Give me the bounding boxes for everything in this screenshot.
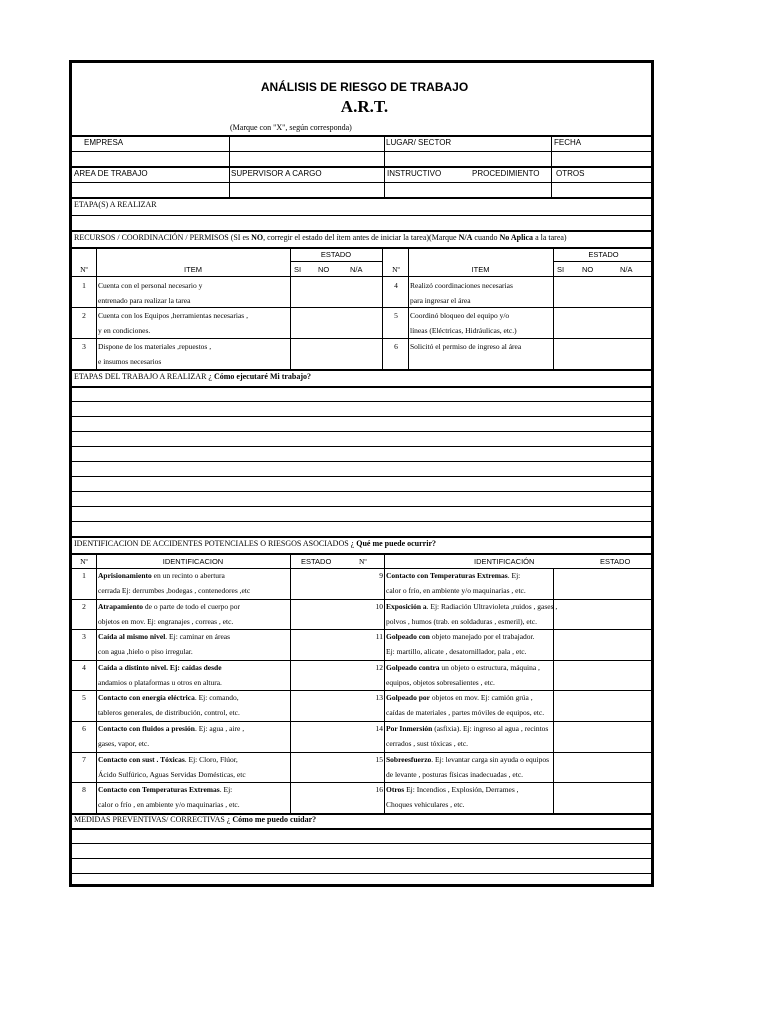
estado-header-left: ESTADO [320, 250, 352, 259]
recursos-col-item2: ITEM [471, 265, 490, 274]
lugar-label: LUGAR/ SECTOR [386, 138, 452, 147]
riesgo-text-line2: caídas de materiales , partes móviles de equipos, etc. [386, 708, 545, 718]
form-note: (Marque con "X", según corresponda) [230, 123, 352, 132]
recursos-col-no2: NO [582, 265, 594, 274]
riesgo-number: 10 [375, 601, 383, 611]
riesgo-text: Contacto con Temperaturas Extremas. Ej: [98, 785, 233, 795]
empresa-label: EMPRESA [84, 138, 124, 147]
riesgo-number: 7 [82, 754, 86, 764]
riesgo-text-line2: gases, vapor, etc. [98, 739, 150, 748]
riesgo-text-line2: Ej: martillo, alicate , desatornillador, pala , etc. [386, 647, 527, 657]
riesgo-text: Aprisionamiento en un recinto o abertura [98, 571, 225, 580]
riesgo-text: Caída al mismo nivel. Ej: caminar en áreas [98, 632, 231, 642]
riesgo-text-line2: Ácido Sulfúrico, Aguas Servidas Domésticas, etc [98, 769, 246, 779]
riesgo-text: Contacto con energía eléctrica. Ej: comando, [98, 693, 239, 703]
riesgo-text-line2: calor o frío , en ambiente y/o maquinarias , etc. [98, 800, 240, 810]
riesgo-text: Golpeado con objeto manejado por el trabajador. [386, 632, 535, 642]
riesgo-text: Exposición a. Ej: Radiación Ultravioleta ,ruidos , gases , [386, 601, 558, 611]
riesgo-text-line2: de levante , posturas físicas inadecuadas , etc. [386, 769, 524, 779]
form-subtitle: A.R.T. [340, 97, 389, 116]
riesgo-number: 5 [82, 693, 86, 703]
riesgo-text: Caída a distinto nivel. Ej: caídas desde [98, 662, 222, 672]
etapas-trabajo-label: ETAPAS DEL TRABAJO A REALIZAR ¿ Cómo ejecutaré Mi trabajo? [74, 372, 312, 381]
riesgo-text-line2: polvos , humos (trab. en soldaduras , esmeril), etc. [386, 616, 538, 626]
riesgo-text-line2: calor o frío, en ambiente y/o maquinarias , etc. [386, 586, 526, 595]
riesgo-number: 9 [379, 571, 383, 580]
riesgo-number: 3 [82, 632, 86, 642]
riesgo-text-line2: cerrada Ej: derrumbes ,bodegas , contenedores ,etc [98, 586, 251, 595]
riesgo-number: 1 [82, 571, 86, 580]
instructivo-label: INSTRUCTIVO [387, 169, 442, 178]
estado-header-right: ESTADO [588, 250, 619, 259]
riesgo-number: 4 [82, 662, 86, 672]
riesgo-text-line2: objetos en mov. Ej: engranajes , correas , etc. [98, 616, 234, 626]
riesgo-number: 13 [375, 693, 383, 703]
recursos-col-na: N/A [350, 265, 363, 274]
recursos-col-si: SI [294, 265, 302, 274]
recursos-col-na2: N/A [620, 265, 633, 274]
recursos-header: RECURSOS / COORDINACIÓN / PERMISOS (SI es NO, corregir el estado del ítem antes de iniciar la tarea)(Marque N/A cuando No Aplica a la tarea) [74, 233, 567, 242]
riesgo-number: 12 [375, 662, 383, 672]
recursos-col-n2: Nº [392, 265, 400, 274]
form-title: ANÁLISIS DE RIESGO DE TRABAJO [260, 80, 469, 94]
riesgo-number: 6 [82, 724, 86, 733]
procedimiento-label: PROCEDIMIENTO [472, 169, 540, 178]
etapas-label: ETAPA(S) A REALIZAR [74, 200, 157, 209]
medidas-label: MEDIDAS PREVENTIVAS/ CORRECTIVAS ¿ Cómo me puedo cuidar? [74, 815, 317, 824]
art-form-sheet: ANÁLISIS DE RIESGO DE TRABAJO A.R.T. (Marque con "X", según corresponda) EMPRESA LUGAR/ SECTOR FECHA AREA DE TRABAJO SUPERVISOR A CARGO INSTRUCTIVO PROCEDIMIENTO OTROS ETAPA(S) A REALIZAR RECURSOS / COORDINACIÓN / PERMISOS (SI es NO, corregir el estado del ítem antes de iniciar la tarea)(Marque N/A cuando No Aplica a la tarea) ESTADO ESTADO Nº ITEM SI NO N/A Nº ITEM SI NO N/A 1 Cuenta con el personal necesario y entrenado para realizar la tarea 4 Realizó coordinaciones necesarias para ingresar el área 2 Cuenta con los Equipos ,herramientas necesarias , y en condiciones. 5 Coordinó bloqueo del equipo y/o líneas (Eléctricas, Hidráulicas, etc.) 3 Dispone de los materiales ,repuestos , e insumos necesarios 6 Solicitó el permiso de ingreso al área ETAPAS DEL TRABAJO A REALIZAR ¿ Cómo ejecutaré Mi trabajo? IDENTIFICACION DE ACCIDENTES POTENCIALES O RIESGOS ASOCIADOS ¿ Qué me puede ocurrir? Nº IDENTIFICACION ESTADO Nº IDENTIFICACIÓN ESTADO 1 Aprisionamiento en un recinto o abertura cerrada Ej: derrumbes ,bodegas , contenedores ,etc 9 Contacto con Temperaturas Extremas. Ej: calor o frío, en ambiente y/o maquinarias , etc. 2 Atrapamiento de o parte de todo el cuerpo por objetos en mov. Ej: engranajes , correas , etc. 10 Exposición a. Ej: Radiación Ultravioleta ,ruidos , gases , polvos , humos (trab. en soldaduras , esmeril), etc. 3 Caída al mismo nivel. Ej: caminar en áreas con agua ,hielo o piso irregular. 11 Golpeado con objeto manejado por el trabajador. Ej: martillo, alicate , desatornillador, pala , etc. 4 Caída a distinto nivel. Ej: caídas desde andamios o plataformas u otros en altura. 12 Golpeado contra un objeto o estructura, máquina , equipos, objetos sobresalientes , etc. 5 Contacto con energía eléctrica. Ej: comando, tableros generales, de distribución, control, etc. 13 Golpeado por objetos en mov. Ej: camión grúa , caídas de materiales , partes móviles de equipos, etc. 6 Contacto con fluidos a presión. Ej: agua , aire , gases, vapor, etc. 14 Por Inmersión (asfixia). Ej: ingreso al agua , recintos cerrados , sust tóxicas , etc. 7 Contacto con sust . Tóxicas. Ej: Cloro, Flúor, Ácido Sulfúrico, Aguas Servidas Domésticas, etc 15 Sobreesfuerzo. Ej: levantar carga sin ayuda o equipos de levante , posturas físicas inadecuadas , etc. 8 Contacto con Temperaturas Extremas. Ej: calor o frío , en ambiente y/o maquinarias , etc. 16 Otros Ej: Incendios , Explosión, Derrames , Choques vehiculares , etc. MEDIDAS PREVENTIVAS/ CORRECTIVAS ¿ Cómo me puedo cuidar? [69, 60, 654, 887]
riesgo-text-line2: con agua ,hielo o piso irregular. [98, 647, 193, 657]
riesgo-text: Sobreesfuerzo. Ej: levantar carga sin ayuda o equipos [386, 754, 550, 764]
recursos-col-item: ITEM [184, 265, 202, 274]
riesgo-number: 14 [375, 724, 383, 733]
riesgo-text-line2: equipos, objetos sobresalientes , etc. [386, 677, 495, 687]
riesgo-number: 8 [82, 785, 86, 795]
riesgo-number: 2 [82, 601, 86, 611]
riesgos-label: IDENTIFICACION DE ACCIDENTES POTENCIALES O RIESGOS ASOCIADOS ¿ Qué me puede ocurrir? [74, 539, 436, 548]
riesgo-text: Atrapamiento de o parte de todo el cuerpo por [98, 601, 241, 611]
otros-label: OTROS [556, 169, 585, 178]
riesgo-text-line2: andamios o plataformas u otros en altura. [98, 677, 222, 687]
riesgo-text: Contacto con sust . Tóxicas. Ej: Cloro, Flúor, [98, 754, 238, 764]
fecha-label: FECHA [554, 138, 582, 147]
riesgo-number: 16 [375, 785, 383, 795]
riesgo-number: 15 [375, 754, 383, 764]
riesgo-text: Contacto con fluidos a presión. Ej: agua , aire , [98, 724, 245, 733]
riesgo-text: Por Inmersión (asfixia). Ej: ingreso al agua , recintos [386, 724, 549, 733]
riesgo-text-line2: tableros generales, de distribución, control, etc. [98, 708, 240, 718]
riesgo-text-line2: Choques vehiculares , etc. [386, 800, 465, 810]
recursos-col-no: NO [318, 265, 330, 274]
supervisor-label: SUPERVISOR A CARGO [231, 169, 322, 178]
recursos-col-si2: SI [557, 265, 565, 274]
riesgo-text: Contacto con Temperaturas Extremas. Ej: [386, 571, 521, 580]
riesgo-text: Golpeado por objetos en mov. Ej: camión grúa , [386, 693, 533, 703]
riesgo-text: Golpeado contra un objeto o estructura, máquina , [386, 662, 540, 672]
riesgo-text: Otros Ej: Incendios , Explosión, Derrames , [386, 785, 519, 795]
riesgo-number: 11 [375, 632, 383, 642]
riesgo-text-line2: cerrados , sust tóxicas , etc. [386, 739, 469, 748]
recursos-col-n: Nº [80, 265, 88, 274]
area-label: AREA DE TRABAJO [74, 169, 148, 178]
